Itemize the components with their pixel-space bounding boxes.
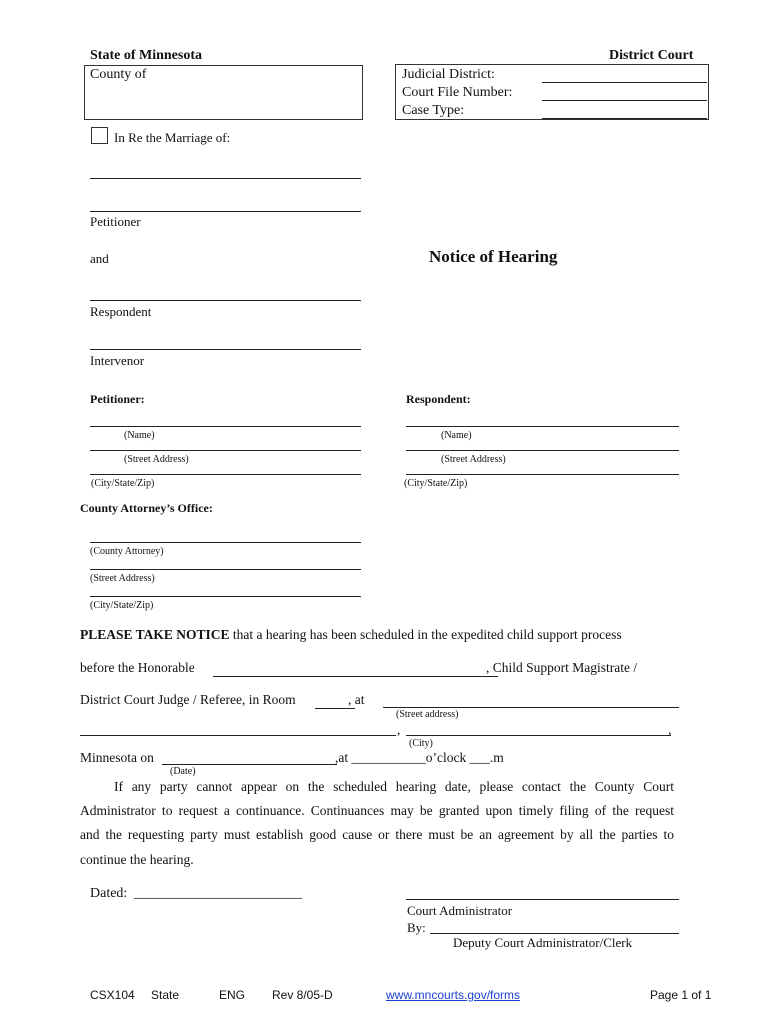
county-attorney-heading: County Attorney’s Office:	[80, 501, 213, 515]
respondent-name-line[interactable]	[90, 300, 361, 301]
respondent-name-caption: (Name)	[441, 430, 472, 441]
respondent-street-caption: (Street Address)	[441, 454, 506, 465]
judge-name-field[interactable]	[213, 676, 498, 677]
county-attorney-street-caption: (Street Address)	[90, 573, 155, 584]
petitioner-name-line[interactable]	[90, 426, 361, 427]
state-heading: State of Minnesota	[90, 48, 202, 63]
deputy-label: Deputy Court Administrator/Clerk	[453, 935, 633, 950]
hearing-time-label: ,at ___________o’clock ___.m	[335, 750, 504, 765]
respondent-address-name-line[interactable]	[406, 426, 679, 427]
city-field-left[interactable]	[80, 735, 396, 736]
before-honorable-label: before the Honorable	[80, 660, 195, 675]
petitioner-street-line[interactable]	[90, 450, 361, 451]
court-heading: District Court	[609, 48, 694, 63]
county-attorney-caption: (County Attorney)	[90, 546, 164, 557]
date-caption: (Date)	[170, 766, 196, 777]
intervenor-name-line[interactable]	[90, 349, 361, 350]
petitioner-street-caption: (Street Address)	[124, 454, 189, 465]
petitioner-heading: Petitioner:	[90, 392, 145, 406]
respondent-label: Respondent	[90, 304, 152, 319]
case-type-field[interactable]	[542, 118, 707, 119]
body-line-1: If any party cannot appear on the scheduled hearing date, please contact the County Court	[114, 779, 674, 794]
judge-room-label: District Court Judge / Referee, in Room	[80, 692, 296, 707]
city-field-right[interactable]	[406, 735, 671, 736]
county-label: County of	[90, 67, 147, 82]
city-comma-left: ,	[397, 722, 401, 737]
respondent-street-line[interactable]	[406, 450, 679, 451]
hearing-date-field[interactable]	[162, 764, 337, 765]
petitioner-city-caption: (City/State/Zip)	[91, 478, 155, 489]
in-re-checkbox[interactable]	[91, 127, 108, 144]
respondent-city-line[interactable]	[406, 474, 679, 475]
dated-field[interactable]: ________________________	[134, 886, 302, 901]
body-line-3: and the requesting party must establish good cause or there must be an agreement by all the parties to	[80, 827, 674, 842]
notice-line-1	[80, 627, 622, 643]
county-attorney-city-caption: (City/State/Zip)	[90, 600, 154, 611]
county-attorney-street-line[interactable]	[90, 569, 361, 570]
respondent-heading: Respondent:	[406, 392, 471, 406]
page-title: Notice of Hearing	[429, 247, 558, 266]
petitioner-label: Petitioner	[90, 214, 141, 229]
county-attorney-line[interactable]	[90, 542, 361, 543]
party-name-line-1[interactable]	[90, 178, 361, 179]
city-comma-right: ,	[668, 722, 672, 737]
by-label: By:	[407, 920, 426, 935]
and-label: and	[90, 251, 109, 266]
street-address-field[interactable]	[383, 707, 679, 708]
dated-label: Dated:	[90, 886, 128, 901]
at-label: , at	[348, 692, 365, 707]
street-address-caption: (Street address)	[396, 709, 459, 720]
intervenor-label: Intervenor	[90, 353, 145, 368]
minnesota-on-label: Minnesota on	[80, 750, 154, 765]
case-type-label: Case Type:	[402, 103, 465, 118]
body-line-4: continue the hearing.	[80, 852, 194, 867]
footer-page-number: Page 1 of 1	[650, 988, 712, 1002]
notice-lead-rest: that a hearing has been scheduled in the expedited child support process	[229, 627, 622, 642]
petitioner-city-line[interactable]	[90, 474, 361, 475]
footer-language: ENG	[219, 988, 246, 1002]
court-admin-label: Court Administrator	[407, 903, 513, 918]
in-re-label: In Re the Marriage of:	[114, 130, 231, 145]
respondent-city-caption: (City/State/Zip)	[404, 478, 468, 489]
footer-state: State	[151, 988, 180, 1002]
notice-lead: PLEASE TAKE NOTICE	[80, 627, 230, 642]
judicial-district-label: Judicial District:	[402, 67, 495, 82]
court-admin-signature-line[interactable]	[406, 899, 679, 900]
court-file-number-field[interactable]	[542, 100, 707, 101]
party-name-line-2[interactable]	[90, 211, 361, 212]
county-attorney-city-line[interactable]	[90, 596, 361, 597]
magistrate-label: , Child Support Magistrate /	[486, 660, 638, 675]
footer-forms-link[interactable]: www.mncourts.gov/forms	[386, 988, 521, 1002]
footer-form-id: CSX104	[90, 988, 135, 1002]
footer-revision: Rev 8/05-D	[272, 988, 333, 1002]
court-file-number-label: Court File Number:	[402, 85, 513, 100]
room-field[interactable]	[315, 708, 355, 709]
body-line-2: Administrator to request a continuance. Continuances may be granted upon timely filing of the request	[80, 803, 674, 818]
judicial-district-field[interactable]	[542, 82, 707, 83]
petitioner-name-caption: (Name)	[124, 430, 155, 441]
city-caption: (City)	[409, 738, 433, 749]
by-signature-field[interactable]	[430, 933, 679, 934]
